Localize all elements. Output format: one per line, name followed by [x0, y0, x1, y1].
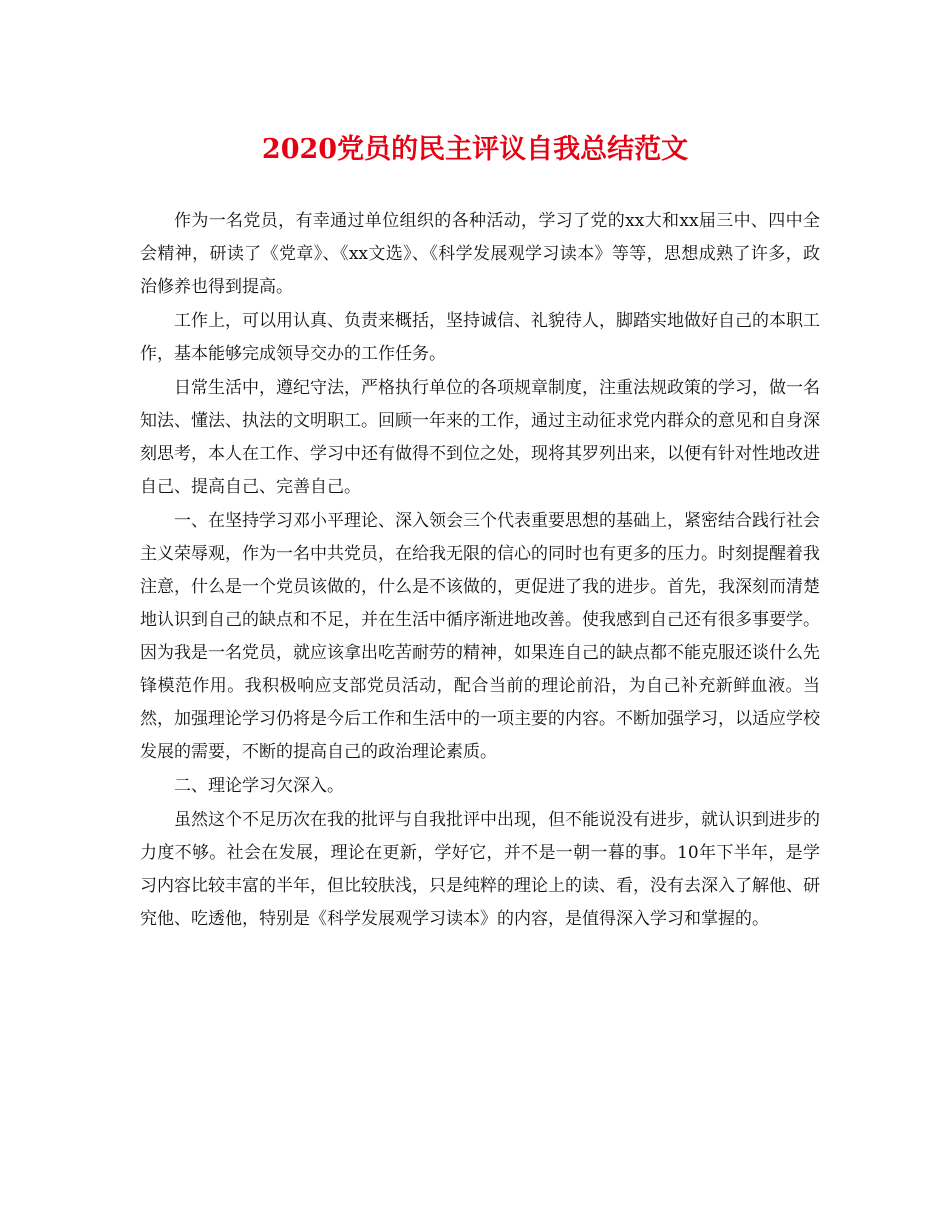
document-title: 2020党员的民主评议自我总结范文 [261, 134, 689, 165]
paragraph-4: 一、在坚持学习邓小平理论、深入领会三个代表重要思想的基础上，紧密结合践行社会主义荣辱观，作为一名中共党员，在给我无限的信心的同时也有更多的压力。时刻提醒着我注意，什么是一个党员该做的，什么是不该做的，更促进了我的进步。首先，我深刻而清楚地认识到自己的缺点和不足，并在生活中循序渐进地改善。使我感到自己还有很多事要学。因为我是一名党员，就应该拿出吃苦耐劳的精神，如果连自己的缺点都不能克服还谈什么先锋模范作用。我积极响应支部党员活动，配合当前的理论前沿，为自己补充新鲜血液。当然，加强理论学习仍将是今后工作和生活中的一项主要的内容。不断加强学习，以适应学校发展的需要，不断的提高自己的政治理论素质。 [140, 511, 820, 762]
document-body [140, 205, 820, 937]
paragraph-1: 作为一名党员，有幸通过单位组织的各种活动，学习了党的xx大和xx届三中、四中全会精神，研读了《党章》、《xx文选》、《科学发展观学习读本》等等，思想成熟了许多，政治修养也得到提高。 [140, 211, 820, 297]
paragraph-3: 日常生活中，遵纪守法，严格执行单位的各项规章制度，注重法规政策的学习，做一名知法、懂法、执法的文明职工。回顾一年来的工作，通过主动征求党内群众的意见和自身深刻思考，本人在工作、学习中还有做得不到位之处，现将其罗列出来，以便有针对性地改进自己、提高自己、完善自己。 [140, 378, 820, 497]
paragraph-2: 工作上，可以用认真、负责来概括，坚持诚信、礼貌待人，脚踏实地做好自己的本职工作，基本能够完成领导交办的工作任务。 [140, 311, 820, 364]
paragraph-5: 二、理论学习欠深入。 [174, 776, 344, 796]
paragraph-6: 虽然这个不足历次在我的批评与自我批评中出现，但不能说没有进步，就认识到进步的力度不够。社会在发展，理论在更新，学好它，并不是一朝一暮的事。10年下半年，是学习内容比较丰富的半年，但比较肤浅，只是纯粹的理论上的读、看，没有去深入了解他、研究他、吃透他，特别是《科学发展观学习读本》的内容，是值得深入学习和掌握的。 [140, 810, 820, 929]
